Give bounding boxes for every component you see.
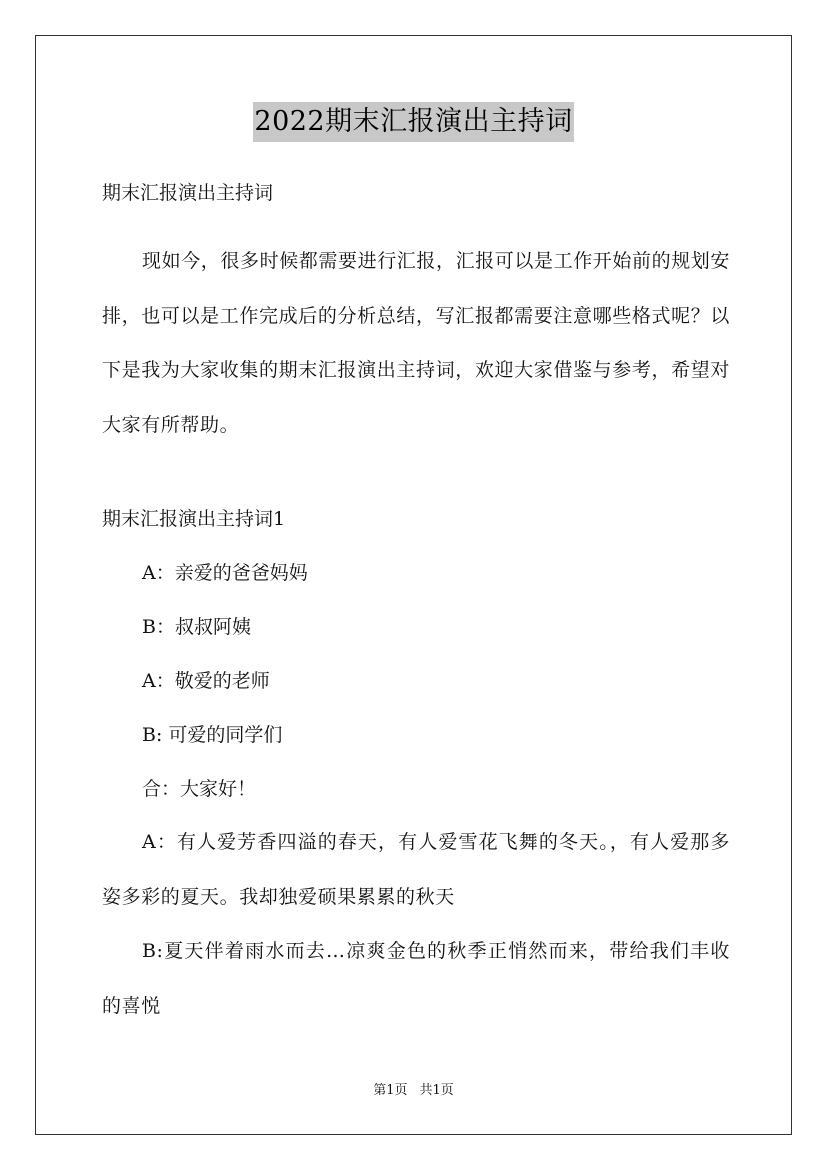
page-footer (0, 1083, 827, 1099)
dialogue-line: B：叔叔阿姨 (142, 616, 251, 638)
page-number: 第1页 (373, 1083, 408, 1098)
document-title: 2022期末汇报演出主持词 (253, 102, 573, 142)
dialogue-paragraph: B:夏天伴着雨水而去…凉爽金色的秋季正悄然而来，带给我们丰收的喜悦 (102, 940, 730, 1017)
intro-paragraph: 现如今，很多时候都需要进行汇报，汇报可以是工作开始前的规划安排，也可以是工作完成后的分析总结，写汇报都需要注意哪些格式呢？以下是我为大家收集的期末汇报演出主持词，欢迎大家借鉴与参考，希望对大家有所帮助。 (102, 250, 731, 436)
page-total: 共1页 (419, 1083, 454, 1098)
dialogue-line: 合：大家好！ (142, 778, 257, 800)
document-subtitle: 期末汇报演出主持词 (102, 182, 274, 204)
dialogue-line: B: 可爱的同学们 (142, 724, 283, 746)
title-container (0, 102, 827, 142)
section-heading: 期末汇报演出主持词1 (102, 508, 286, 530)
dialogue-paragraph: A：有人爱芳香四溢的春天，有人爱雪花飞舞的冬天。，有人爱那多姿多彩的夏天。我却独爱硕果累累的秋天 (102, 831, 730, 908)
dialogue-line: A：亲爱的爸爸妈妈 (142, 562, 308, 584)
dialogue-line: A：敬爱的老师 (142, 670, 270, 692)
